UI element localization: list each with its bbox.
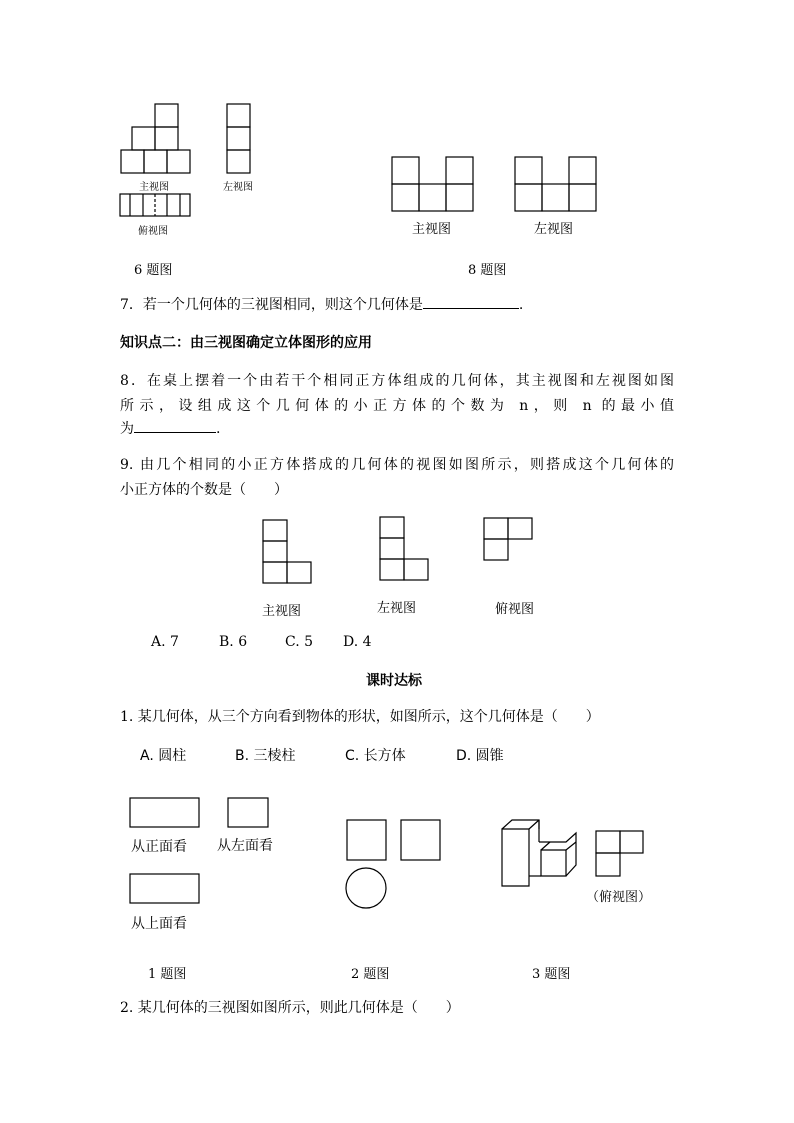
fig8-front-label: 主视图 — [412, 222, 452, 237]
fig2-views — [345, 818, 443, 914]
q9-option-d[interactable]: D. 4 — [343, 634, 372, 650]
question-9-line-2: 小正方体的个数是（ ） — [120, 482, 288, 498]
question-8-line-3-end: . — [216, 421, 221, 437]
fig3-caption: 3 题图 — [532, 967, 571, 982]
question-9-line-1: 9. 由几个相同的小正方体搭成的几何体的视图如图所示，则搭成这个几何体的 — [120, 457, 674, 473]
question-8-blank — [134, 418, 216, 433]
fig6-caption: 6 题图 — [134, 263, 173, 278]
q9-top-label: 俯视图 — [495, 602, 535, 617]
problem-2-text: 2. 某几何体的三视图如图所示，则此几何体是（ ） — [120, 1000, 460, 1016]
fig6-top-label: 俯视图 — [138, 226, 168, 237]
fig6-front-view — [121, 104, 191, 174]
question-8-line-3-start: 为 — [120, 421, 134, 437]
fig8-left-label: 左视图 — [534, 222, 574, 237]
fig8-left-view — [513, 155, 599, 215]
p1-option-b[interactable]: B. 三棱柱 — [235, 748, 296, 764]
question-8-line-2: 所示，设组成这个几何体的小正方体的个数为 n，则 n 的最小值 — [120, 398, 674, 414]
fig1-left-label: 从左面看 — [217, 838, 273, 854]
q9-option-b[interactable]: B. 6 — [219, 634, 248, 650]
question-8-line-3 — [120, 416, 220, 442]
q9-front-view — [262, 518, 314, 586]
fig8-front-view — [390, 155, 476, 215]
fig3-top-label: （俯视图） — [586, 890, 652, 905]
fig1-left-view — [227, 797, 271, 829]
fig6-front-label: 主视图 — [139, 182, 169, 193]
q9-top-view — [483, 517, 535, 563]
q9-left-label: 左视图 — [377, 601, 417, 616]
fig8-caption: 8 题图 — [468, 263, 507, 278]
fig6-left-label: 左视图 — [223, 182, 253, 193]
q9-front-label: 主视图 — [262, 604, 302, 619]
fig3-top-view — [594, 829, 646, 879]
question-7-text: 7．若一个几何体的三视图相同，则这个几何体是 — [120, 297, 423, 313]
lesson-title: 课时达标 — [366, 673, 422, 689]
fig1-front-view — [129, 797, 201, 829]
question-8-line-1: 8．在桌上摆着一个由若干个相同正方体组成的几何体，其主视图和左视图如图 — [120, 373, 674, 389]
fig2-top-circle — [346, 868, 386, 908]
fig6-top-view — [120, 194, 192, 218]
fig6-left-view — [227, 104, 251, 174]
p1-option-c[interactable]: C. 长方体 — [345, 748, 406, 764]
question-7-end: . — [518, 297, 524, 313]
fig1-front-label: 从正面看 — [131, 839, 187, 855]
p1-option-a[interactable]: A. 圆柱 — [140, 748, 187, 764]
question-7 — [120, 292, 523, 318]
question-7-blank — [423, 294, 519, 309]
fig2-left-square — [401, 820, 440, 860]
fig1-top-label: 从上面看 — [131, 916, 187, 932]
fig3-solid — [501, 819, 583, 889]
fig2-caption: 2 题图 — [351, 967, 390, 982]
section-heading: 知识点二：由三视图确定立体图形的应用 — [120, 335, 372, 351]
problem-1-text: 1. 某几何体，从三个方向看到物体的形状，如图所示，这个几何体是（ ） — [120, 709, 600, 725]
fig1-top-view — [129, 873, 201, 905]
q9-left-view — [379, 515, 431, 583]
q9-option-a[interactable]: A. 7 — [151, 634, 179, 650]
p1-option-d[interactable]: D. 圆锥 — [456, 748, 504, 764]
fig2-front-square — [347, 820, 386, 860]
fig1-caption: 1 题图 — [148, 967, 187, 982]
q9-option-c[interactable]: C. 5 — [285, 634, 314, 650]
